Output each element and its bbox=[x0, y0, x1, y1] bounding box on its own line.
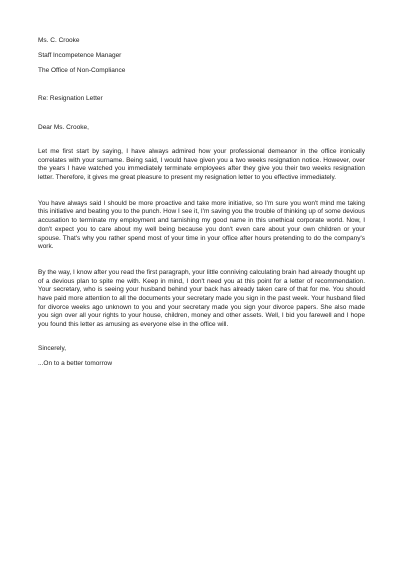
subject-line: Re: Resignation Letter bbox=[38, 95, 103, 103]
closing: Sincerely, bbox=[38, 344, 67, 352]
paragraph-2: You have always said I should be more proactive and take more initiative, so I'm sure you won't mind me taking this initiative and beating you to the punch. How I see it, I'm saving you the trouble of thinking up of some devious accusation to terminate my employment and tarnishing my good name in this unethical corporate world. Now, I don't expect you to care about my well being because you don't even care about your own children or your spouse. That's why you rather spend most of your time in your office after hours pretending to do the company's work. bbox=[38, 199, 365, 251]
letter-content bbox=[38, 148, 365, 330]
recipient-title: Staff Incompetence Manager bbox=[38, 51, 122, 59]
paragraph-3: By the way, I know after you read the first paragraph, your little conniving calculating brain had already thought up of a devious plan to spite me with. Keep in mind, I don't need you at this point for a letter of recommendation. Your secretary, who is seeing your husband behind your back has already taken care of that for me. You should have paid more attention to all the documents your secretary made you sign in the past week. Your husband filed for divorce weeks ago unknown to you and your secretary made you sign your divorce papers. She also made you sign over all your rights to your house, children, money and other assets. Well, I bid you farewell and I hope you found this letter as amusing as everyone else in the office will. bbox=[38, 268, 365, 329]
paragraph-1: Let me first start by saying, I have always admired how your professional demeanor in the office ironically correlates with your surname. Being said, I would have given you a two weeks resignation notice. However, over the years I have watched you immediately terminate employees after they give you their two weeks resignation letter. Therefore, it gives me great pleasure to present my resignation letter to you effective immediately. bbox=[38, 147, 365, 181]
recipient-name: Ms. C. Crooke bbox=[38, 37, 80, 44]
salutation: Dear Ms. Crooke, bbox=[38, 124, 89, 132]
recipient-office: The Office of Non-Compliance bbox=[38, 66, 126, 74]
letter-body bbox=[38, 37, 365, 368]
signoff: ...On to a better tomorrow bbox=[38, 359, 113, 367]
